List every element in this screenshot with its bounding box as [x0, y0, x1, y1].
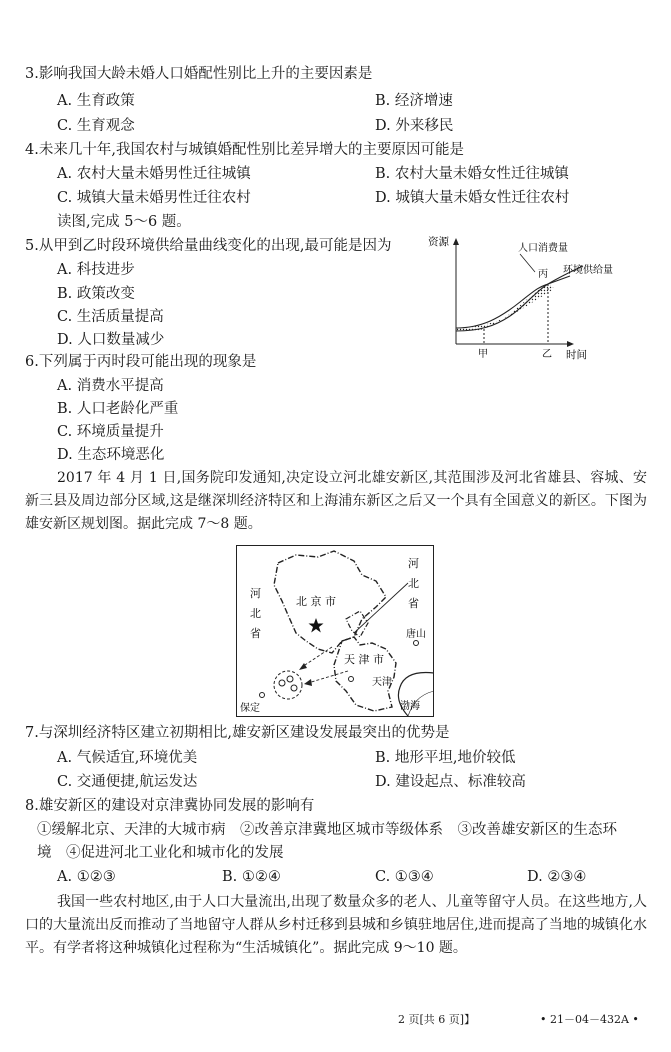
map-bohai-label: 渤海: [400, 701, 420, 712]
q8-items-line2: 境 ④促进河北工业化和城市化的发展: [37, 845, 284, 861]
map-hebei-left-2: 北: [250, 607, 261, 620]
q3-option-b: B. 经济增速: [375, 93, 453, 109]
map-baoding-label: 保定: [240, 703, 260, 714]
resource-graph: [420, 232, 630, 364]
passage-7-8: 2017 年 4 月 1 日,国务院印发通知,决定设立河北雄安新区,其范围涉及河北省雄县、容城、安新三县及周边部分区域,这是继深圳经济特区和上海浦东新区之后又一个具有全国意义的新区。下图为雄安新区规划图。据此完成 7～8 题。: [25, 470, 647, 532]
q6-option-d: D. 生态环境恶化: [57, 447, 165, 463]
map-tangshan-label: 唐山: [406, 629, 426, 640]
footer-code: • 21－04－432A •: [540, 1013, 639, 1026]
consumption-curve: [456, 276, 570, 328]
q8-option-a: A. ①②③: [57, 869, 116, 885]
footer-page: 2 页[共 6 页]】: [398, 1013, 476, 1026]
map-tianjin-label: 天津: [372, 677, 392, 688]
passage-9-10: 我国一些农村地区,由于人口大量流出,出现了数量众多的老人、儿童等留守人员。在这些地方,人口的大量流出反而推动了当地留守人群从乡村迁移到县城和乡镇驻地居住,进而提高了当地的城镇化水平。有学者将这种城镇化过程称为“生活城镇化”。据此完成 9～10 题。: [25, 894, 647, 956]
graph-y-label: 资源: [428, 236, 449, 248]
q6-option-c: C. 环境质量提升: [57, 424, 164, 440]
q8-option-c: C. ①③④: [375, 869, 434, 885]
q5-option-b: B. 政策改变: [57, 286, 135, 302]
q5-option-d: D. 人口数量减少: [57, 332, 165, 348]
graph-yi-label: 乙: [542, 349, 552, 360]
q7-option-b: B. 地形平坦,地价较低: [375, 750, 516, 766]
map-hebei-left-1: 河: [250, 587, 261, 600]
intro-5-6: 读图,完成 5～6 题。: [57, 214, 191, 230]
q7-stem: 7.与深圳经济特区建立初期相比,雄安新区建设发展最突出的优势是: [25, 725, 450, 741]
map-tianjin-city-label: 天 津 市: [344, 653, 384, 666]
graph-jia-label: 甲: [478, 349, 488, 360]
xiongan-map: [236, 545, 434, 717]
graph-x-label: 时间: [566, 349, 587, 361]
q5-stem: 5.从甲到乙时段环境供给量曲线变化的出现,最可能是因为: [25, 238, 392, 254]
q8-option-b: B. ①②④: [222, 869, 281, 885]
q4-option-c: C. 城镇大量未婚男性迁往农村: [57, 190, 251, 206]
q7-option-d: D. 建设起点、标准较高: [375, 774, 526, 790]
q8-stem: 8.雄安新区的建设对京津冀协同发展的影响有: [25, 798, 315, 814]
q8-option-d: D. ②③④: [527, 869, 587, 885]
graph-supply-label: 环境供给量: [563, 265, 613, 276]
q6-option-b: B. 人口老龄化严重: [57, 401, 179, 417]
graph-consumption-label: 人口消费量: [518, 243, 568, 254]
q6-stem: 6.下列属于丙时段可能出现的现象是: [25, 354, 257, 370]
map-hebei-right-2: 北: [408, 577, 419, 590]
map-hebei-right-1: 河: [408, 557, 419, 570]
q4-option-a: A. 农村大量未婚男性迁往城镇: [57, 166, 251, 182]
q8-items-line1: ①缓解北京、天津的大城市病 ②改善京津冀地区城市等级体系 ③改善雄安新区的生态环: [37, 822, 617, 838]
q5-option-a: A. 科技进步: [57, 262, 135, 278]
q4-stem: 4.未来几十年,我国农村与城镇婚配性别比差异增大的主要原因可能是: [25, 142, 464, 158]
q7-option-a: A. 气候适宜,环境优美: [57, 750, 198, 766]
map-beijing-label: 北 京 市: [296, 595, 336, 608]
q6-option-a: A. 消费水平提高: [57, 378, 164, 394]
q4-option-d: D. 城镇大量未婚女性迁往农村: [375, 190, 570, 206]
q7-option-c: C. 交通便捷,航运发达: [57, 774, 198, 790]
map-hebei-right-3: 省: [408, 597, 419, 610]
q5-option-c: C. 生活质量提高: [57, 309, 164, 325]
q3-option-d: D. 外来移民: [375, 118, 454, 134]
graph-bing-label: 丙: [538, 269, 548, 280]
q3-option-a: A. 生育政策: [57, 93, 135, 109]
q3-option-c: C. 生育观念: [57, 118, 135, 134]
map-hebei-left-3: 省: [250, 627, 261, 640]
q3-stem: 3.影响我国大龄未婚人口婚配性别比上升的主要因素是: [25, 66, 373, 82]
q4-option-b: B. 农村大量未婚女性迁往城镇: [375, 166, 569, 182]
